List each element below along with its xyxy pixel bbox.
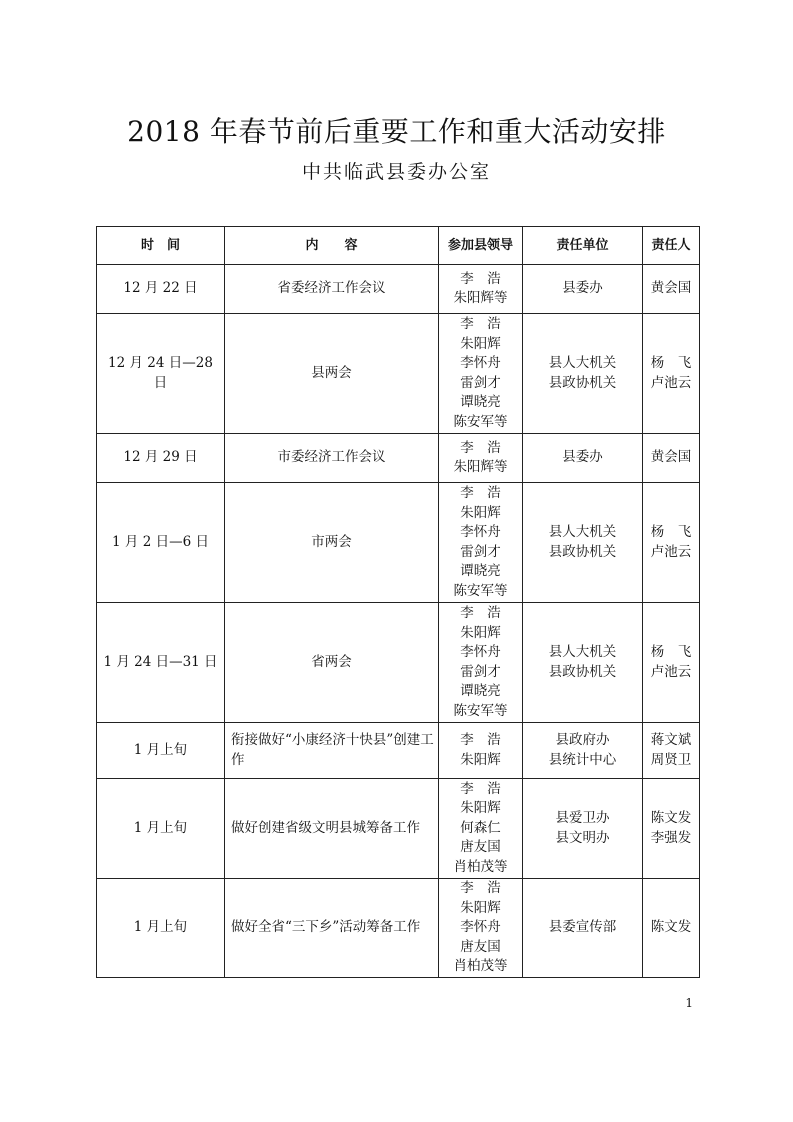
header-unit: 责任单位 xyxy=(523,227,643,265)
cell-leaders-line: 李怀舟 xyxy=(460,644,501,660)
cell-leaders xyxy=(439,723,523,779)
cell-time: 1 月上旬 xyxy=(97,779,225,879)
cell-unit-line: 县爱卫办 xyxy=(555,810,610,826)
header-person: 责任人 xyxy=(643,227,700,265)
cell-leaders-line: 李 浩 xyxy=(460,485,501,501)
cell-leaders-line: 何森仁 xyxy=(460,819,501,836)
cell-unit-line: 县统计中心 xyxy=(548,751,617,768)
cell-leaders xyxy=(439,314,523,434)
cell-leaders-line: 李 浩 xyxy=(460,439,501,456)
cell-unit-line: 县人大机关 xyxy=(548,355,617,371)
cell-leaders-line: 朱阳辉 xyxy=(460,899,501,916)
cell-leaders-line: 朱阳辉 xyxy=(460,624,501,641)
cell-leaders-line: 李 浩 xyxy=(460,316,501,332)
cell-person-line: 黄会国 xyxy=(650,449,692,466)
cell-leaders-line: 朱阳辉 xyxy=(460,504,501,521)
cell-content xyxy=(225,483,439,603)
cell-leaders-line: 陈安军等 xyxy=(453,413,508,430)
cell-unit xyxy=(523,314,643,434)
document-title: 2018 年春节前后重要工作和重大活动安排 xyxy=(127,115,666,148)
cell-unit-line: 县政协机关 xyxy=(548,663,617,680)
cell-person xyxy=(643,879,700,978)
content-text: 做好全省“三下乡”活动筹备工作 xyxy=(231,919,421,935)
content-text: 省委经济工作会议 xyxy=(277,280,386,297)
cell-person xyxy=(643,265,700,314)
table-row xyxy=(97,879,700,978)
table-row xyxy=(97,314,700,434)
cell-person-line: 杨 飞 xyxy=(650,644,692,660)
cell-unit xyxy=(523,879,643,978)
cell-leaders-line: 雷剑才 xyxy=(460,374,501,391)
cell-leaders xyxy=(439,434,523,483)
cell-person-line: 陈文发 xyxy=(650,810,692,826)
cell-time: 1 月 2 日—6 日 xyxy=(97,483,225,603)
table-row xyxy=(97,603,700,723)
content-text: 市两会 xyxy=(311,533,352,550)
cell-leaders-line: 肖柏茂等 xyxy=(453,858,508,875)
cell-person-line: 杨 飞 xyxy=(650,355,692,371)
cell-leaders-line: 陈安军等 xyxy=(453,702,508,719)
document-subtitle: 中共临武县委办公室 xyxy=(301,161,491,183)
cell-leaders-line: 谭晓亮 xyxy=(460,394,501,410)
cell-leaders-line: 李 浩 xyxy=(460,270,501,287)
cell-person xyxy=(643,483,700,603)
cell-content xyxy=(225,603,439,723)
cell-unit-line: 县政府办 xyxy=(555,732,610,748)
cell-leaders-line: 谭晓亮 xyxy=(460,683,501,699)
cell-leaders-line: 唐友国 xyxy=(460,839,501,856)
cell-leaders xyxy=(439,265,523,314)
cell-time: 12 月 22 日 xyxy=(97,265,225,314)
cell-leaders-line: 唐友国 xyxy=(460,938,501,955)
cell-unit xyxy=(523,723,643,779)
cell-unit xyxy=(523,434,643,483)
cell-content xyxy=(225,779,439,879)
cell-time: 1 月上旬 xyxy=(97,879,225,978)
cell-person-line: 卢池云 xyxy=(650,374,692,391)
cell-content xyxy=(225,314,439,434)
cell-leaders-line: 雷剑才 xyxy=(460,663,501,680)
cell-leaders-line: 李怀舟 xyxy=(460,355,501,371)
cell-leaders-line: 李 浩 xyxy=(460,780,501,797)
cell-person xyxy=(643,779,700,879)
cell-unit-line: 县委办 xyxy=(562,449,603,466)
content-text: 衔接做好“小康经济十快县”创建工作 xyxy=(231,732,434,768)
cell-content xyxy=(225,879,439,978)
content-text: 做好创建省级文明县城筹备工作 xyxy=(231,819,420,836)
cell-leaders-line: 朱阳辉等 xyxy=(453,459,508,475)
table-row xyxy=(97,723,700,779)
cell-leaders-line: 李怀舟 xyxy=(460,524,501,540)
cell-unit-line: 县委办 xyxy=(562,280,603,297)
cell-person-line: 李强发 xyxy=(650,829,692,846)
cell-unit-line: 县人大机关 xyxy=(548,644,617,660)
cell-content xyxy=(225,723,439,779)
schedule-table xyxy=(96,226,700,978)
cell-leaders xyxy=(439,779,523,879)
cell-unit-line: 县政协机关 xyxy=(548,374,617,391)
cell-leaders-line: 肖柏茂等 xyxy=(453,958,508,974)
cell-content xyxy=(225,434,439,483)
cell-leaders-line: 雷剑才 xyxy=(460,543,501,560)
cell-unit xyxy=(523,603,643,723)
content-text: 县两会 xyxy=(311,364,352,381)
cell-person-line: 卢池云 xyxy=(650,543,692,560)
header-time: 时 间 xyxy=(97,227,225,265)
cell-unit-line: 县文明办 xyxy=(555,829,610,846)
cell-leaders-line: 朱阳辉 xyxy=(460,751,501,768)
cell-leaders xyxy=(439,879,523,978)
table-row xyxy=(97,265,700,314)
page-number: 1 xyxy=(685,996,693,1010)
cell-person-line: 卢池云 xyxy=(650,663,692,680)
cell-leaders-line: 李 浩 xyxy=(460,880,501,896)
cell-unit-line: 县委宣传部 xyxy=(548,919,617,935)
cell-person-line: 陈文发 xyxy=(650,919,692,935)
cell-person-line: 杨 飞 xyxy=(650,524,692,540)
cell-leaders xyxy=(439,603,523,723)
cell-unit xyxy=(523,265,643,314)
header-content: 内 容 xyxy=(225,227,439,265)
cell-unit-line: 县政协机关 xyxy=(548,543,617,560)
cell-unit xyxy=(523,483,643,603)
cell-unit xyxy=(523,779,643,879)
cell-person xyxy=(643,723,700,779)
cell-leaders-line: 朱阳辉 xyxy=(460,800,501,817)
cell-person-line: 蒋文斌 xyxy=(650,732,692,748)
cell-time: 12 月 24 日—28 日 xyxy=(97,314,225,434)
table-row xyxy=(97,434,700,483)
table-row xyxy=(97,779,700,879)
cell-leaders-line: 李 浩 xyxy=(460,732,501,748)
header-leaders: 参加县领导 xyxy=(439,227,523,265)
content-text: 市委经济工作会议 xyxy=(277,449,386,466)
cell-time: 1 月 24 日—31 日 xyxy=(97,603,225,723)
table-body xyxy=(97,265,700,978)
cell-person xyxy=(643,603,700,723)
cell-time: 1 月上旬 xyxy=(97,723,225,779)
cell-leaders-line: 李怀舟 xyxy=(460,919,501,935)
cell-leaders xyxy=(439,483,523,603)
table-header-row xyxy=(97,227,700,265)
cell-unit-line: 县人大机关 xyxy=(548,524,617,540)
cell-leaders-line: 朱阳辉 xyxy=(460,335,501,352)
cell-leaders-line: 朱阳辉等 xyxy=(453,290,508,306)
cell-person-line: 周贤卫 xyxy=(650,751,692,768)
cell-content xyxy=(225,265,439,314)
cell-person-line: 黄会国 xyxy=(650,280,692,297)
cell-leaders-line: 陈安军等 xyxy=(453,582,508,599)
table-row xyxy=(97,483,700,603)
cell-time: 12 月 29 日 xyxy=(97,434,225,483)
content-text: 省两会 xyxy=(311,653,352,670)
cell-person xyxy=(643,314,700,434)
cell-person xyxy=(643,434,700,483)
cell-leaders-line: 谭晓亮 xyxy=(460,563,501,579)
cell-leaders-line: 李 浩 xyxy=(460,605,501,621)
